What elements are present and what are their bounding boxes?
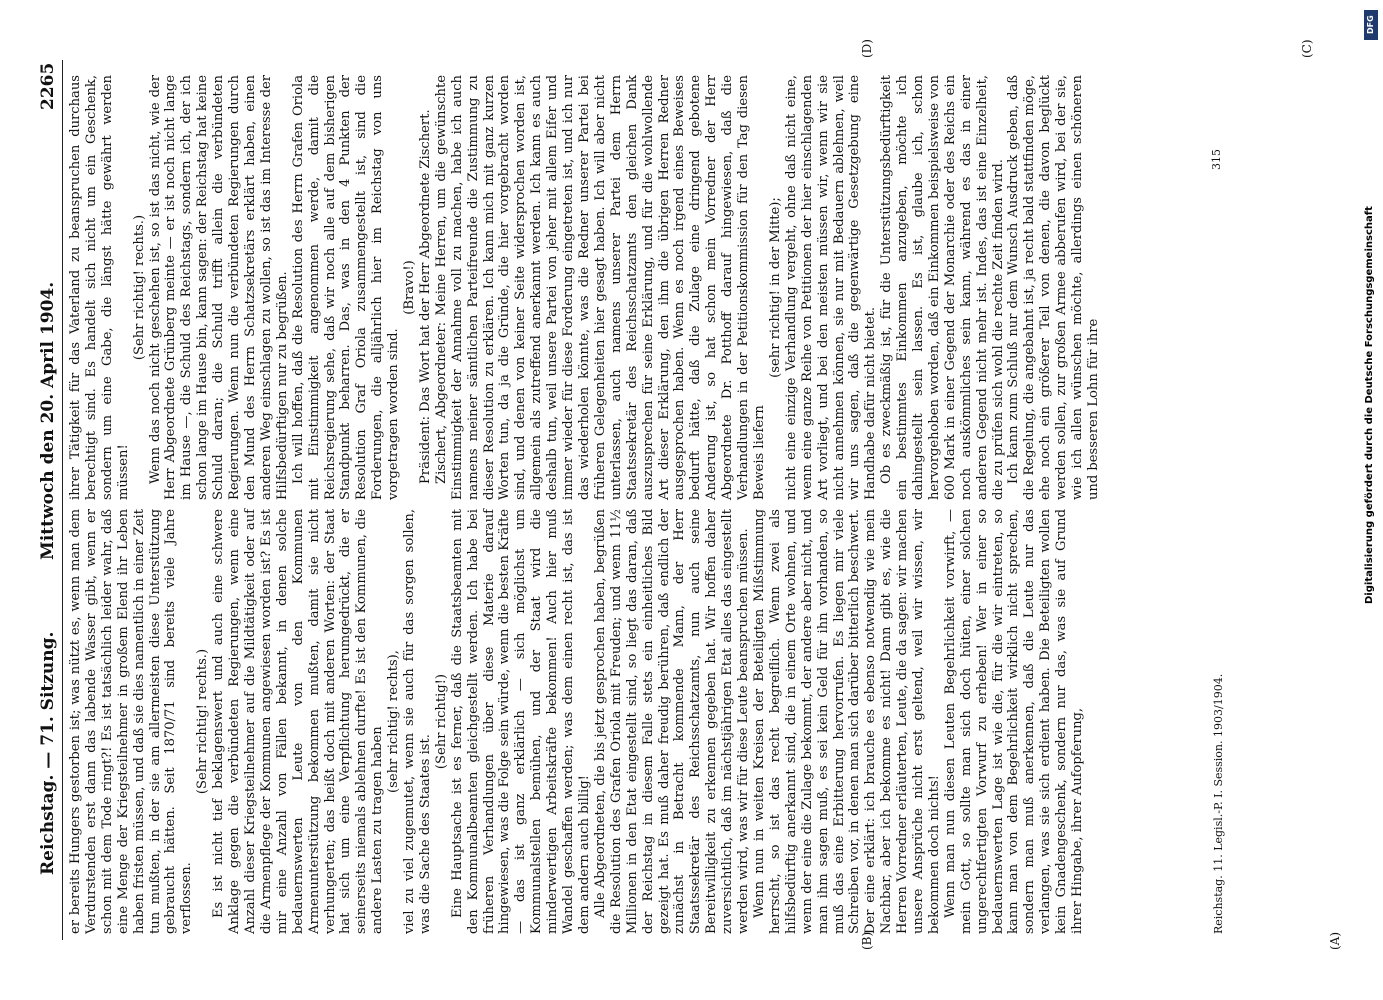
margin-marker-c: (C) [1300, 39, 1314, 58]
left-column [68, 509, 1086, 934]
page-number: 2265 [38, 62, 58, 110]
speaker-paragraph: Zischert, Abgeordneter: Meine Herren, um die gewünschte Einstimmigkeit der Annahme voll zu machen, habe ich auch namens meiner sämtlichen Parteifreunde die Zustimmung zu dieser Resolution zu erklären. Ich kann mich mit ganz kurzen Worten tun, da ja die Gründe, die hier vorgebracht worden sind, und denen von keiner Seite widersprochen worden ist, allgemein als zutreffend anerkannt werden. Ich kann es auch deshalb tun, weil unsere Partei von jeher mit allem Eifer und immer wieder für diese Forderung eingetreten ist, und ich nur das wiederholen könnte, was die Redner unserer Partei bei früheren Gelegenheiten hier gesagt haben. Ich will aber nicht unterlassen, auch namens unserer Partei dem Herrn Staatssekretär des Reichsschatzamts den gleichen Dank auszusprechen für seine Erklärung, und für die wohlwollende Art dieser Erklärung, den ihm die übrigen Herren Redner ausgesprochen haben. Wenn es noch irgend eines Beweises bedurft hätte, daß die Zulage eine dringend gebotene Anderung ist, so hat schon mein Vorredner der Herr Abgeordnete Dr. Potthoff darauf hingewiesen, daß die Verhandlungen in der Petitionskommission für den Tag diesen Beweis liefern [433, 75, 767, 500]
paragraph: Eine Hauptsache ist es ferner, daß die Staatsbeamten mit den Kommunalbeamten gleichgestellt werden. Ich habe bei früheren Verhandlungen über diese Materie darauf hingewiesen, was die Folge sein würde, wenn die besten Kräfte — das ist ganz erklärlich — sich möglichst um Kommunalstellen bemühen, und der Staat wird die minderwertigen Arbeitskräfte bekommen! Auch hier muß Wandel geschaffen werden; was dem einen recht ist, das ist dem andern auch billig! [449, 509, 592, 934]
paragraph: Es ist nicht tief beklagenswert und auch eine schwere Anklage gegen die verbündeten Regierungen, wenn eine Anzahl dieser Kriegsteilnehmer auf die Mildtätigkeit oder auf die Armenpflege der Kommunen angewiesen worden ist? Es ist mir eine Anzahl von Fällen bekannt, in denen solche bedauernswerten Leute von den Kommunen Armenunterstützung bekommen mußten, damit sie nicht verhungerten; das heißt doch mit anderen Worten: der Staat hat sich um eine Verpflichtung herumgedrückt, die er seinerseits niemals ablehnen durfte! Es ist den Kommunen, die andere Lasten zu tragen haben [211, 509, 386, 934]
speaker-paragraph: Präsident: Das Wort hat der Herr Abgeordnete Zischert. [417, 109, 433, 484]
page-signature: 315 [1210, 149, 1223, 170]
paragraph: Ob es zweckmäßig ist, für die Unterstützungsbedürftigkeit ein bestimmtes Einkommen anzugeben, möchte ich dahingestellt sein lassen. Es ist, glaube ich, schon hervorgehoben worden, daß ein Einkommen beispielsweise von 600 Mark in einer Gegend der Monarchie oder des Reichs ein noch auskömmliches sein kann, während es das in einer anderen Gegend nicht mehr ist. Indes, das ist eine Einzelheit, die zu prüfen sich wohl die rechte Zeit finden wird. [879, 75, 1006, 500]
interjection: (sehr richtig! in der Mitte); [767, 197, 783, 378]
interjection: (Bravo!) [402, 260, 418, 315]
interjection: (Sehr richtig!) [433, 673, 449, 770]
header-left: Reichstag. — 71. Sitzung. [38, 631, 58, 875]
footnote: Reichstag. 11. Legisl.-P. I. Session. 1903/1904. [1212, 673, 1225, 934]
margin-marker-a: (A) [1328, 931, 1342, 950]
interjection: (Sehr richtig! rechts.) [131, 214, 147, 361]
paragraph: Wenn das noch nicht geschehen ist, so ist das nicht, wie der Herr Abgeordnete Grünberg meinte — er ist noch nicht lange im Hause —, die Schuld des Reichstags, sondern ich, der ich schon lange im Hause bin, kann sagen: der Reichstag hat keine Schuld daran; die Schuld trifft allein die verbündeten Regierungen. Wenn nun die verbündeten Regierungen durch den Mund des Herrn Schatzsekretärs erklärt haben, einen anderen Weg einschlagen zu wollen, so ist das im Interesse der Hilfsbedürftigen nur zu begrüßen. [147, 75, 290, 500]
right-column [68, 75, 1102, 500]
header-rule [62, 60, 63, 940]
paragraph: Wenn nun in weiten Kreisen der Beteiligten Mißstimmung herrscht, so ist das recht begreiflich. Wenn zwei als hilfsbedürftig anerkannt sind, die in einem Orte wohnen, und wenn der eine die Zulage bekommt, der andere aber nicht, und man ihm sagen muß, es sei kein Geld für ihn vorhanden, so muß das eine Erbitterung hervorrufen. Es liegen mir viele Schreiben vor, in denen man sich darüber bitterlich beschwert. Der eine erklärt: ich brauche es ebenso notwendig wie mein Nachbar, aber ich bekomme es nicht! Dann gibt es, wie die Herren Vorredner erläuterten, Leute, die da sagen: wir machen unsere Ansprüche nicht erst geltend, weil wir wissen, wir bekommen doch nichts! [751, 509, 942, 934]
paragraph: viel zu viel zugemutet, wenn sie auch für das sorgen sollen, was die Sache des Staates ist. [402, 509, 433, 934]
paragraph: ihrer Tätigkeit für das Vaterland zu beanspruchen durchaus berechtigt sind. Es handelt sich nicht um ein Geschenk, sondern um eine Gabe, die längst hätte gewährt werden müssen! [68, 75, 131, 500]
paragraph: Wenn man nun diesen Leuten Begehrlichkeit vorwirft, — mein Gott, so sollte man sich doch hüten, einer solchen ungerechtfertigten Vorwurf zu erheben! Wer in einer so bedauernswerten Lage ist wie die, für die wir eintreten, so kann man von dem Begehrlichkeit wirklich nicht sprechen, sondern man muß anerkennen, daß die Leute nur das verlangen, was sie sich erdient haben. Die Beteiligten wollen kein Gnadengeschenk, sondern nur das, was sie auf Grund ihrer Hingabe, ihrer Aufopferung, [942, 509, 1086, 934]
interjection: (Sehr richtig! rechts.) [195, 648, 211, 795]
paragraph: Alle Abgeordneten, die bis jetzt gesprochen haben, begrüßen die Resolution des Grafen Oriola mit Freuden; und wenn 11½ Millionen in den Etat eingestellt sind, so liegt das daran, daß der Reichstag in diesem Falle stets ein einheitliches Bild gezeigt hat. Es muß daher freudig berühren, daß endlich der zunächst in Betracht kommende Mann, der Herr Staatssekretär des Reichsschatzamts, nun auch seine Bereitwilligkeit zu erkennen gegeben hat. Wir hoffen daher zuversichtlich, daß im nächstjährigen Etat alles das eingestellt werden wird, was wir für diese Leute beanspruchen müssen. [592, 509, 752, 934]
paragraph: er bereits Hungers gestorben ist; was nützt es, wenn man dem Verdurstenden erst dann das labende Wasser gibt, wenn er schon mit dem Tode ringt?! Es ist tatsächlich leider wahr, daß eine Menge der Kriegsteilnehmer in großem Elend ihr Leben haben fristen müssen, und daß sie dies namentlich in einer Zeit tun mußten, in der sie am allermeisten diese Unterstützung gebraucht hätten. Seit 1870/71 sind bereits viele Jahre verflossen. [68, 509, 195, 934]
paragraph: Ich will hoffen, daß die Resolution des Herrn Grafen Oriola mit Einstimmigkeit angenommen werde, damit die Reichsregierung sehe, daß wir noch alle auf dem bisherigen Standpunkt beharren. Das, was in den 4 Punkten der Resolution Graf Oriola zusammengestellt ist, sind die Forderungen, die alljährlich hier im Reichstag von uns vorgetragen worden sind. [290, 75, 402, 500]
funding-notice: Digitalisierung gefördert durch die Deutsche Forschungsgemeinschaft [1364, 206, 1375, 604]
margin-marker-b: (B) [860, 931, 874, 950]
margin-marker-d: (D) [860, 39, 874, 58]
paragraph: Ich kann zum Schluß nur dem Wunsch Ausdruck geben, daß die Regelung, die angebahnt ist, ja recht bald stattfinden möge, ehe noch ein größerer Teil von denen, die davon beglückt werden sollen, zur großen Armee abberufen wird, bei der sie, wie ich allen wünschen möchte, allerdings einen schöneren und besseren Lohn für ihre [1006, 75, 1101, 500]
dfg-logo: DFG [1364, 10, 1378, 40]
paragraph: nicht eine einzige Verhandlung vergeht, ohne daß nicht eine, wenn eine ganze Reihe von Petitionen der hier einschlagenden Art vorliegt, und bei den meisten müssen wir, wenn wir sie nicht annehmen können, sie nur mit Bedauern ablehnen, weil wir uns sagen, daß die gegenwärtige Gesetzgebung eine Handhabe dafür nicht bietet. [783, 75, 879, 500]
interjection: (sehr richtig! rechts), [386, 650, 402, 793]
header-date: Mittwoch den 20. April 1904. [38, 281, 58, 560]
